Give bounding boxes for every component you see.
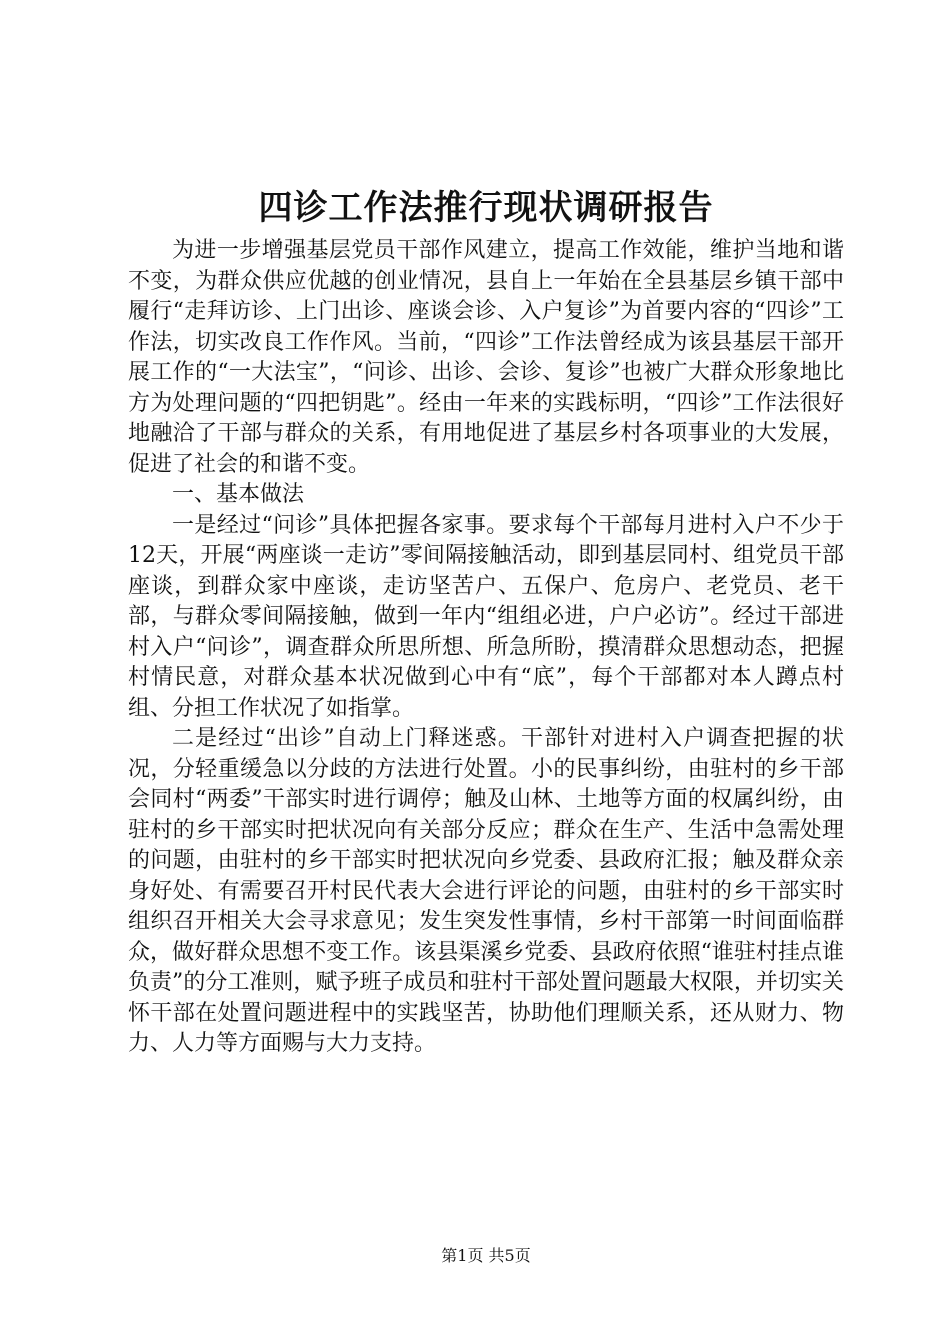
document-page — [128, 0, 844, 1344]
paragraph-wenzhen: 一是经过“问诊”具体把握各家事。要求每个干部每月进村入户不少于12天，开展“两座谈一走访”零间隔接触活动，即到基层同村、组党员干部座谈，到群众家中座谈，走访坚苦户、五保户、危房户、老党员、老干部，与群众零间隔接触，做到一年内“组组必进，户户必访”。经过干部进村入户“问诊”，调查群众所思所想、所急所盼，摸清群众思想动态，把握村情民意，对群众基本状况做到心中有“底”，每个干部都对本人蹲点村组、分担工作状况了如指掌。 — [128, 512, 844, 721]
section-heading: 一、基本做法 — [172, 482, 305, 507]
document-body — [128, 236, 844, 1060]
page-footer: 第1页 共5页 — [441, 1246, 531, 1265]
paragraph-intro: 为进一步增强基层党员干部作风建立，提高工作效能，维护当地和谐不变，为群众供应优越的创业情况，县自上一年始在全县基层乡镇干部中履行“走拜访诊、上门出诊、座谈会诊、入户复诊”为首要内容的“四诊”工作法，切实改良工作作风。当前，“四诊”工作法曾经成为该县基层干部开展工作的“一大法宝”，“问诊、出诊、会诊、复诊”也被广大群众形象地比方为处理问题的“四把钥匙”。经由一年来的实践标明，“四诊”工作法很好地融洽了干部与群众的关系，有用地促进了基层乡村各项事业的大发展，促进了社会的和谐不变。 — [128, 238, 844, 477]
document-title: 四诊工作法推行现状调研报告 — [258, 188, 714, 228]
paragraph-chuzhen: 二是经过“出诊”自动上门释迷惑。干部针对进村入户调查把握的状况，分轻重缓急以分歧的方法进行处置。小的民事纠纷，由驻村的乡干部会同村“两委”干部实时进行调停；触及山林、土地等方面的权属纠纷，由驻村的乡干部实时把状况向有关部分反应；群众在生产、生活中急需处理的问题，由驻村的乡干部实时把状况向乡党委、县政府汇报；触及群众亲身好处、有需要召开村民代表大会进行评论的问题，由驻村的乡干部实时组织召开相关大会寻求意见；发生突发性事情，乡村干部第一时间面临群众，做好群众思想不变工作。该县渠溪乡党委、县政府依照“谁驻村挂点谁负责”的分工准则，赋予班子成员和驻村干部处置问题最大权限，并切实关怀干部在处置问题进程中的实践坚苦，协助他们理顺关系，还从财力、物力、人力等方面赐与大力支持。 — [128, 726, 844, 1056]
